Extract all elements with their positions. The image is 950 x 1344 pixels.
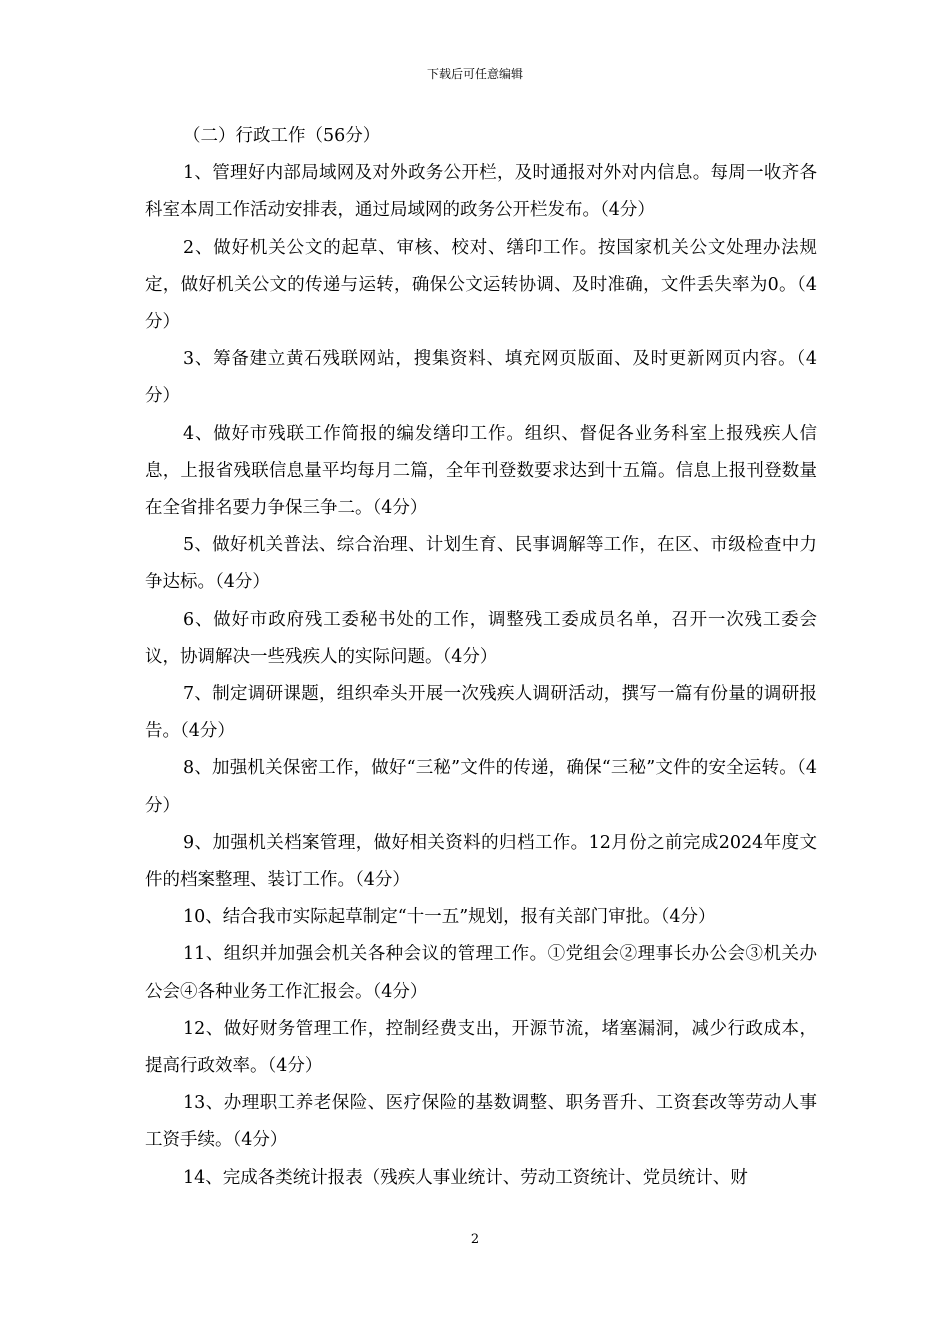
list-item-7: 7、制定调研课题，组织牵头开展一次残疾人调研活动，撰写一篇有份量的调研报告。（4分）: [145, 684, 817, 742]
list-item-2: 2、做好机关公文的起草、审核、校对、缮印工作。按国家机关公文处理办法规定，做好机关公文的传递与运转，确保公文运转协调、及时准确，文件丢失率为0。（4分）: [145, 237, 817, 333]
page-header: 下载后可任意编辑: [426, 67, 523, 81]
list-item-10: 10、结合我市实际起草制定“十一五”规划，报有关部门审批。（4分）: [183, 907, 716, 928]
list-item-11: 11、组织并加强会机关各种会议的管理工作。①党组会②理事长办公会③机关办公会④各种业务工作汇报会。（4分）: [145, 944, 817, 1002]
list-item-3: 3、筹备建立黄石残联网站，搜集资料、填充网页版面、及时更新网页内容。（4分）: [145, 349, 817, 407]
list-item-12: 12、做好财务管理工作，控制经费支出，开源节流，堵塞漏洞，减少行政成本，提高行政效率。（4分）: [145, 1018, 817, 1077]
list-item-5: 5、做好机关普法、综合治理、计划生育、民事调解等工作，在区、市级检查中力争达标。（4分）: [145, 535, 817, 593]
list-item-6: 6、做好市政府残工委秘书处的工作，调整残工委成员名单，召开一次残工委会议，协调解决一些残疾人的实际问题。（4分）: [145, 609, 817, 667]
list-item-1: 1、管理好内部局域网及对外政务公开栏，及时通报对外对内信息。每周一收齐各科室本周工作活动安排表，通过局域网的政务公开栏发布。（4分）: [145, 163, 817, 221]
page-number: 2: [470, 1232, 480, 1247]
list-item-13: 13、办理职工养老保险、医疗保险的基数调整、职务晋升、工资套改等劳动人事工资手续。（4分）: [145, 1093, 817, 1151]
list-item-14: 14、完成各类统计报表（残疾人事业统计、劳动工资统计、党员统计、财: [183, 1167, 748, 1188]
section-title: （二）行政工作（56分）: [183, 126, 381, 146]
document-body: [145, 118, 817, 1197]
list-item-9: 9、加强机关档案管理，做好相关资料的归档工作。12月份之前完成2024年度文件的档案整理、装订工作。（4分）: [145, 832, 817, 891]
list-item-4: 4、做好市残联工作简报的编发缮印工作。组织、督促各业务科室上报残疾人信息，上报省残联信息量平均每月二篇，全年刊登数要求达到十五篇。信息上报刊登数量在全省排名要力争保三争二。（4分）: [145, 423, 817, 519]
list-item-8: 8、加强机关保密工作，做好“三秘”文件的传递，确保“三秘”文件的安全运转。（4分）: [145, 758, 817, 816]
